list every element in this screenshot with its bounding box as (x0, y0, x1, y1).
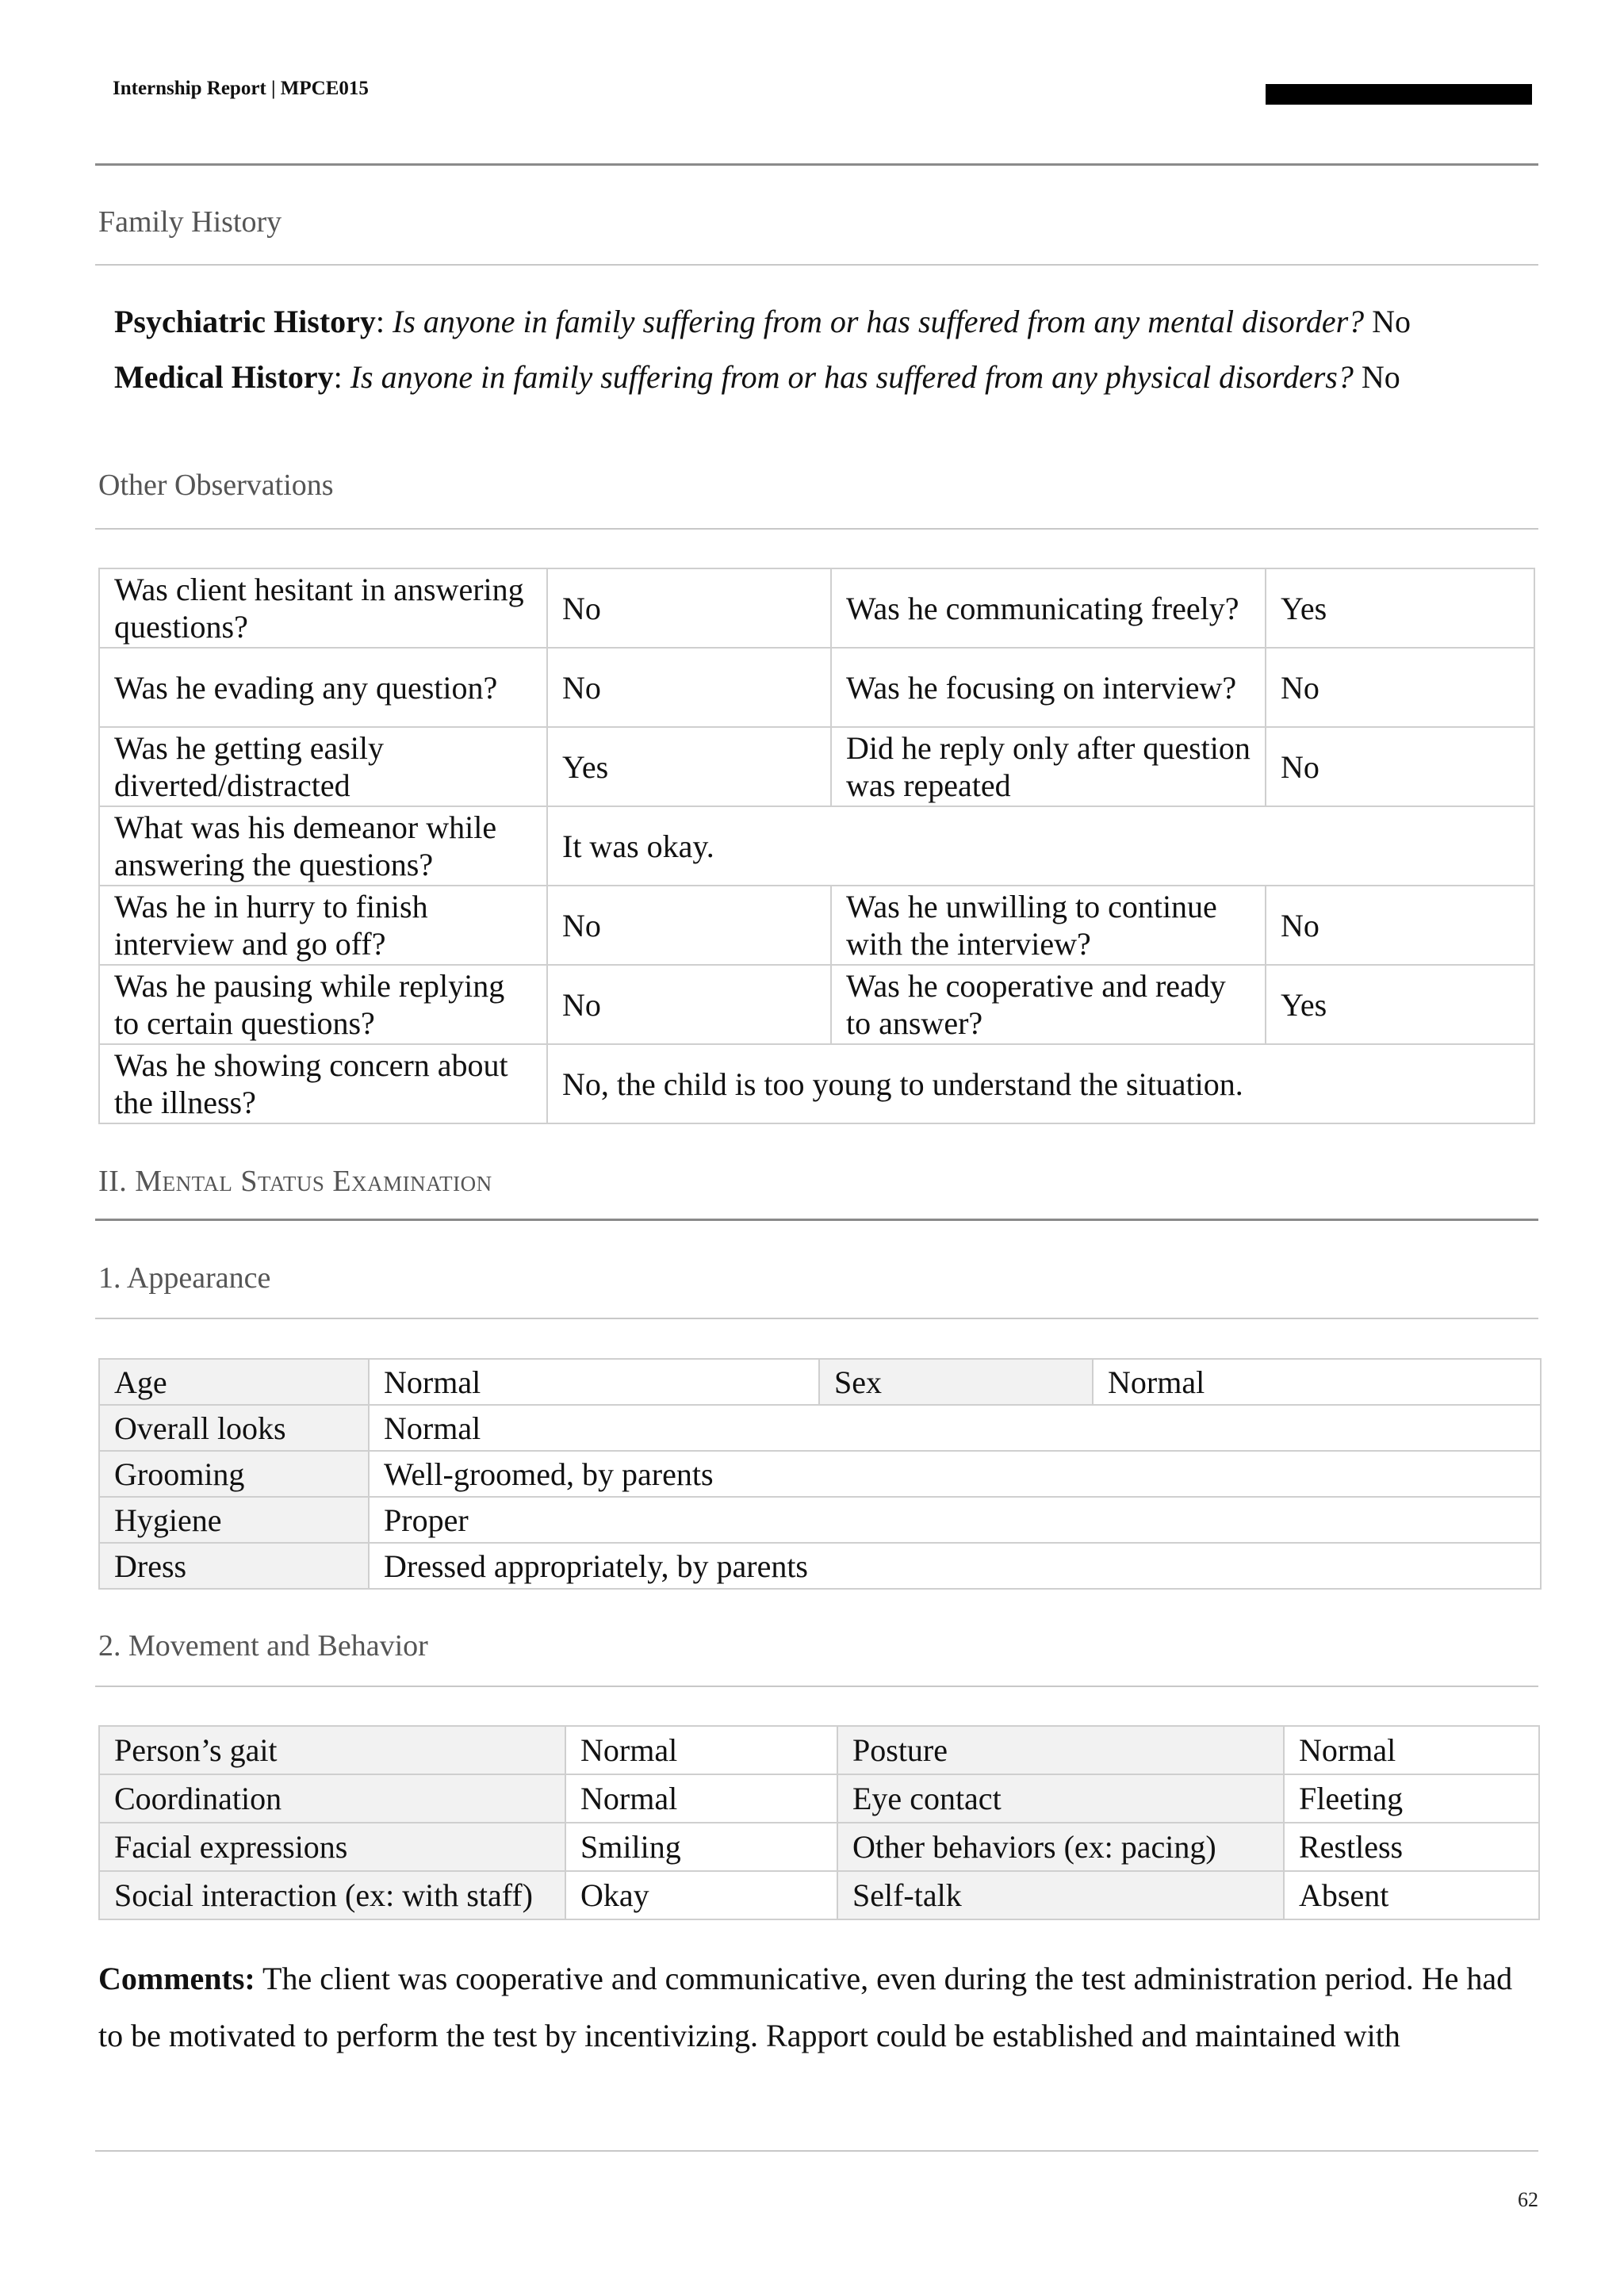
answer-cell: Yes (1266, 965, 1534, 1044)
table-row (99, 568, 1534, 648)
row-label: Person’s gait (99, 1726, 565, 1774)
table-row (99, 1726, 1539, 1774)
row-value: Absent (1284, 1871, 1539, 1919)
question-cell: Did he reply only after question was repeated (831, 727, 1266, 806)
table-row (99, 1871, 1539, 1919)
row-value: Fleeting (1284, 1774, 1539, 1823)
sex-value: Normal (1093, 1359, 1541, 1405)
sex-label: Sex (819, 1359, 1093, 1405)
medical-history: Medical History: Is anyone in family suffering from or has suffered from any physical disorders? No (114, 359, 1400, 395)
age-label: Age (99, 1359, 369, 1405)
row-value: Normal (565, 1726, 837, 1774)
question-cell: Was he in hurry to finish interview and go off? (99, 886, 547, 965)
row-value: Dressed appropriately, by parents (369, 1543, 1541, 1589)
table-row (99, 1405, 1541, 1451)
medical-history-label: Medical History (114, 359, 334, 395)
question-cell: Was he focusing on interview? (831, 648, 1266, 727)
answer-cell: No (1266, 648, 1534, 727)
psychiatric-history-label: Psychiatric History (114, 304, 376, 339)
header-title: Internship Report | MPCE015 (113, 78, 369, 99)
row-label: Facial expressions (99, 1823, 565, 1871)
table-row (99, 727, 1534, 806)
divider (95, 1686, 1538, 1687)
row-label: Grooming (99, 1451, 369, 1497)
question-cell: Was he communicating freely? (831, 568, 1266, 648)
table-row (99, 1451, 1541, 1497)
table-row (99, 886, 1534, 965)
table-row (99, 1543, 1541, 1589)
appearance-heading: 1. Appearance (98, 1261, 271, 1295)
question-cell: Was he cooperative and ready to answer? (831, 965, 1266, 1044)
table-row (99, 965, 1534, 1044)
row-label: Eye contact (837, 1774, 1284, 1823)
question-cell: Was he evading any question? (99, 648, 547, 727)
footer-rule (95, 2150, 1538, 2152)
table-row (99, 1359, 1541, 1405)
table-row (99, 1823, 1539, 1871)
divider (95, 1318, 1538, 1319)
answer-cell: It was okay. (547, 806, 1534, 886)
comments-label: Comments: (98, 1961, 255, 1996)
psychiatric-history-answer: No (1372, 304, 1411, 339)
movement-table (98, 1725, 1540, 1920)
table-row (99, 1774, 1539, 1823)
observations-table (98, 568, 1535, 1124)
answer-cell: No (1266, 886, 1534, 965)
divider (95, 264, 1538, 266)
table-row (99, 648, 1534, 727)
row-label: Self-talk (837, 1871, 1284, 1919)
question-cell: Was he pausing while replying to certain questions? (99, 965, 547, 1044)
row-label: Posture (837, 1726, 1284, 1774)
age-value: Normal (369, 1359, 819, 1405)
redaction-bar (1266, 84, 1532, 105)
question-cell: Was he unwilling to continue with the interview? (831, 886, 1266, 965)
answer-cell: No (547, 568, 831, 648)
row-value: Normal (1284, 1726, 1539, 1774)
answer-cell: No (547, 965, 831, 1044)
medical-history-answer: No (1361, 359, 1400, 395)
row-value: Well-groomed, by parents (369, 1451, 1541, 1497)
row-label: Overall looks (99, 1405, 369, 1451)
mse-heading: II. Mental Status Examination (98, 1165, 492, 1198)
page-number: 62 (1518, 2188, 1538, 2211)
table-row (99, 806, 1534, 886)
row-label: Social interaction (ex: with staff) (99, 1871, 565, 1919)
medical-history-question: Is anyone in family suffering from or has suffered from any physical disorders? (350, 359, 1354, 395)
row-value: Okay (565, 1871, 837, 1919)
row-label: Other behaviors (ex: pacing) (837, 1823, 1284, 1871)
answer-cell: No (547, 886, 831, 965)
row-label: Hygiene (99, 1497, 369, 1543)
row-label: Dress (99, 1543, 369, 1589)
question-cell: Was he getting easily diverted/distracted (99, 727, 547, 806)
answer-cell: Yes (547, 727, 831, 806)
question-cell: Was client hesitant in answering questions? (99, 568, 547, 648)
row-value: Normal (565, 1774, 837, 1823)
mse-rule (95, 1219, 1538, 1221)
row-value: Smiling (565, 1823, 837, 1871)
question-cell: Was he showing concern about the illness? (99, 1044, 547, 1123)
row-value: Restless (1284, 1823, 1539, 1871)
answer-cell: Yes (1266, 568, 1534, 648)
divider (95, 528, 1538, 530)
table-row (99, 1044, 1534, 1123)
table-row (99, 1497, 1541, 1543)
psychiatric-history-question: Is anyone in family suffering from or has suffered from any mental disorder? (393, 304, 1365, 339)
comments-paragraph (98, 1950, 1526, 2064)
question-cell: What was his demeanor while answering the questions? (99, 806, 547, 886)
psychiatric-history: Psychiatric History: Is anyone in family suffering from or has suffered from any mental disorder? No (114, 304, 1411, 339)
movement-heading: 2. Movement and Behavior (98, 1629, 428, 1663)
answer-cell: No (547, 648, 831, 727)
comments-text: The client was cooperative and communicative, even during the test administration period. He had to be motivated to perform the test by incentivizing. Rapport could be established and maintained with (98, 1961, 1513, 2053)
row-value: Proper (369, 1497, 1541, 1543)
other-observations-heading: Other Observations (98, 469, 334, 502)
answer-cell: No (1266, 727, 1534, 806)
header-rule (95, 163, 1538, 166)
appearance-table (98, 1358, 1542, 1590)
answer-cell: No, the child is too young to understand the situation. (547, 1044, 1534, 1123)
row-value: Normal (369, 1405, 1541, 1451)
row-label: Coordination (99, 1774, 565, 1823)
family-history-heading: Family History (98, 205, 282, 239)
